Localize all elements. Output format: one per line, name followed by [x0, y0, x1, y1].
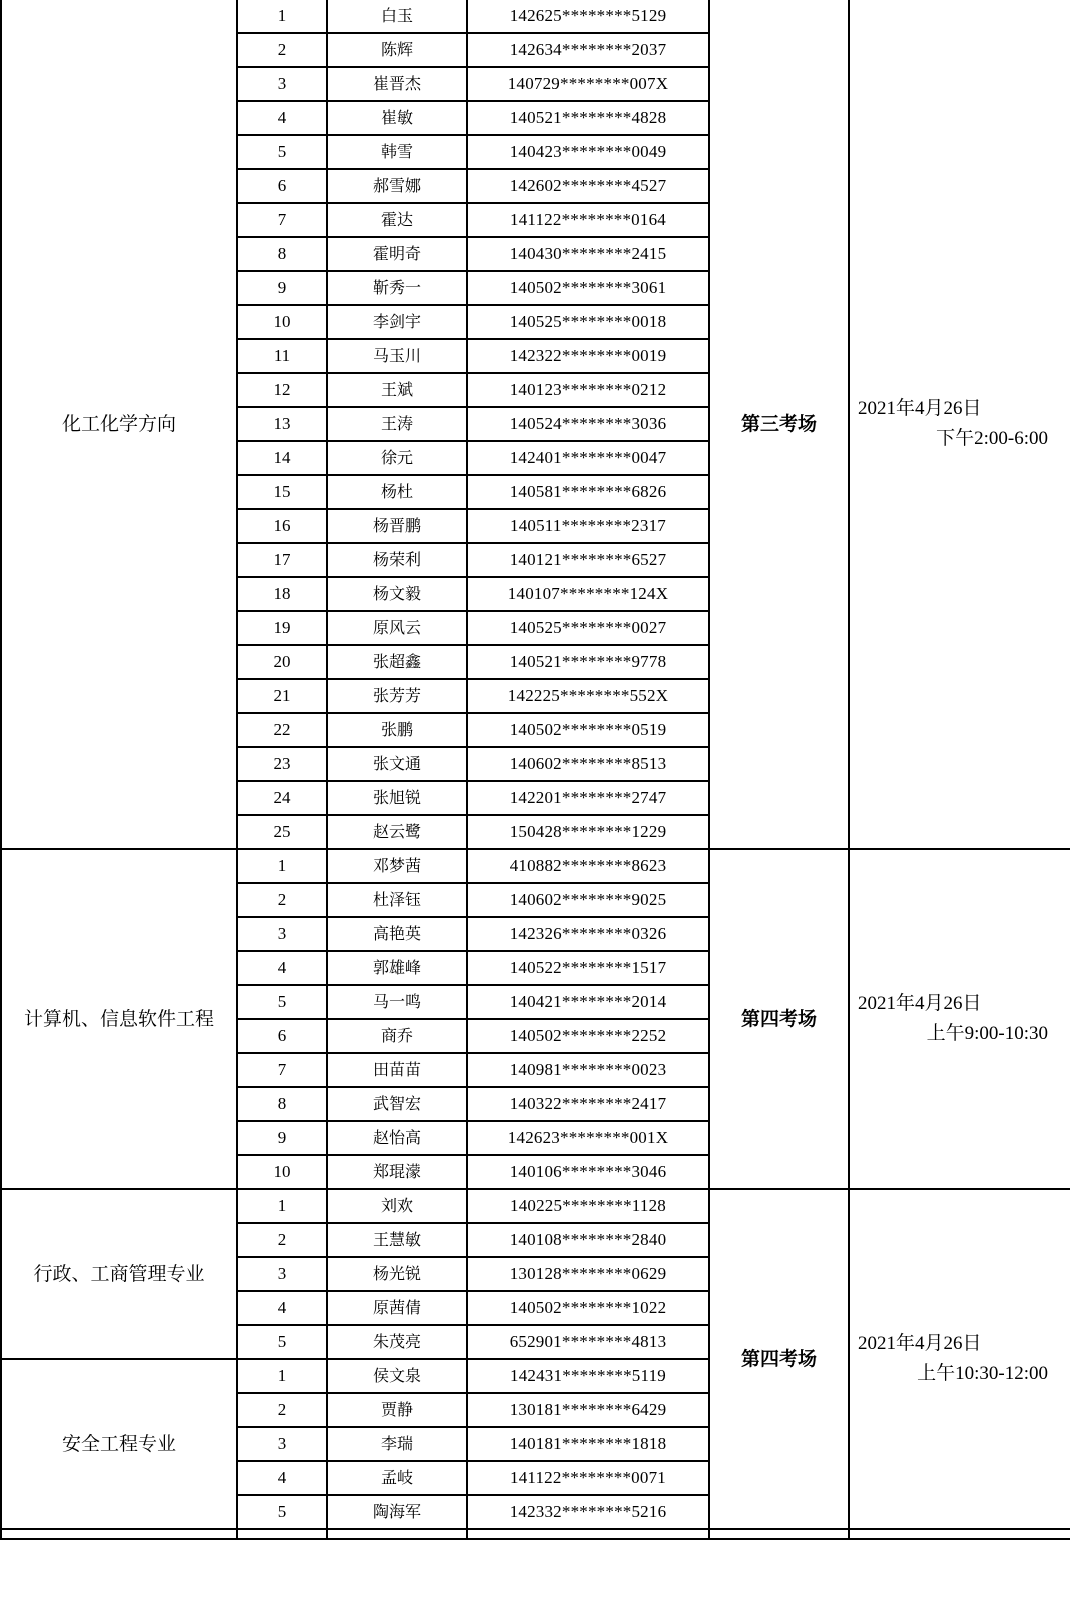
name-cell: 王慧敏: [327, 1223, 467, 1257]
id-number-cell: 140729********007X: [467, 67, 709, 101]
table-row: [1, 1189, 1070, 1223]
id-number-cell: 140123********0212: [467, 373, 709, 407]
major-cell: 行政、工商管理专业: [1, 1189, 237, 1359]
seq-number-cell: 5: [237, 1325, 327, 1359]
name-cell: 张超鑫: [327, 645, 467, 679]
seq-number-cell: 5: [237, 985, 327, 1019]
empty-cell: [709, 1529, 849, 1539]
name-cell: 韩雪: [327, 135, 467, 169]
id-number-cell: 140430********2415: [467, 237, 709, 271]
seq-number-cell: 8: [237, 1087, 327, 1121]
seq-number-cell: 10: [237, 305, 327, 339]
name-cell: 高艳英: [327, 917, 467, 951]
seq-number-cell: 3: [237, 1427, 327, 1461]
seq-number-cell: 4: [237, 951, 327, 985]
exam-time: 上午9:00-10:30: [926, 1023, 1048, 1044]
name-cell: 陶海军: [327, 1495, 467, 1529]
name-cell: 霍明奇: [327, 237, 467, 271]
id-number-cell: 410882********8623: [467, 849, 709, 883]
empty-cell: [467, 1529, 709, 1539]
seq-number-cell: 13: [237, 407, 327, 441]
id-number-cell: 140421********2014: [467, 985, 709, 1019]
name-cell: 郑琨濛: [327, 1155, 467, 1189]
exam-date: 2021年4月26日: [858, 398, 982, 419]
id-number-cell: 140981********0023: [467, 1053, 709, 1087]
id-number-cell: 140502********3061: [467, 271, 709, 305]
seq-number-cell: 8: [237, 237, 327, 271]
seq-number-cell: 4: [237, 1291, 327, 1325]
name-cell: 王斌: [327, 373, 467, 407]
name-cell: 侯文泉: [327, 1359, 467, 1393]
name-cell: 杨晋鹏: [327, 509, 467, 543]
id-number-cell: 140225********1128: [467, 1189, 709, 1223]
seq-number-cell: 3: [237, 917, 327, 951]
name-cell: 田苗苗: [327, 1053, 467, 1087]
name-cell: 杜泽钰: [327, 883, 467, 917]
name-cell: 商乔: [327, 1019, 467, 1053]
exam-date: 2021年4月26日: [858, 1333, 982, 1354]
table-row: [1, 0, 1070, 33]
id-number-cell: 142623********001X: [467, 1121, 709, 1155]
name-cell: 邓梦茜: [327, 849, 467, 883]
id-number-cell: 130181********6429: [467, 1393, 709, 1427]
seq-number-cell: 7: [237, 1053, 327, 1087]
seq-number-cell: 2: [237, 1393, 327, 1427]
name-cell: 张文通: [327, 747, 467, 781]
name-cell: 原风云: [327, 611, 467, 645]
id-number-cell: 142602********4527: [467, 169, 709, 203]
id-number-cell: 140181********1818: [467, 1427, 709, 1461]
name-cell: 原茜倩: [327, 1291, 467, 1325]
seq-number-cell: 2: [237, 33, 327, 67]
name-cell: 王涛: [327, 407, 467, 441]
name-cell: 杨光锐: [327, 1257, 467, 1291]
seq-number-cell: 9: [237, 1121, 327, 1155]
seq-number-cell: 6: [237, 1019, 327, 1053]
name-cell: 马一鸣: [327, 985, 467, 1019]
id-number-cell: 140525********0018: [467, 305, 709, 339]
name-cell: 崔晋杰: [327, 67, 467, 101]
seq-number-cell: 19: [237, 611, 327, 645]
id-number-cell: 140522********1517: [467, 951, 709, 985]
seq-number-cell: 23: [237, 747, 327, 781]
table-row: [1, 849, 1070, 883]
empty-cell: [849, 1529, 1070, 1539]
id-number-cell: 142401********0047: [467, 441, 709, 475]
id-number-cell: 140524********3036: [467, 407, 709, 441]
name-cell: 李瑞: [327, 1427, 467, 1461]
id-number-cell: 130128********0629: [467, 1257, 709, 1291]
seq-number-cell: 12: [237, 373, 327, 407]
seq-number-cell: 1: [237, 1359, 327, 1393]
id-number-cell: 142431********5119: [467, 1359, 709, 1393]
exam-time: 上午10:30-12:00: [917, 1363, 1048, 1384]
exam-time-cell: [849, 0, 1070, 849]
seq-number-cell: 5: [237, 135, 327, 169]
seq-number-cell: 5: [237, 1495, 327, 1529]
major-cell: 化工化学方向: [1, 0, 237, 849]
name-cell: 李剑宇: [327, 305, 467, 339]
exam-time: 下午2:00-6:00: [936, 428, 1048, 449]
name-cell: 徐元: [327, 441, 467, 475]
seq-number-cell: 2: [237, 883, 327, 917]
id-number-cell: 141122********0071: [467, 1461, 709, 1495]
name-cell: 张旭锐: [327, 781, 467, 815]
exam-time-cell: [849, 1189, 1070, 1529]
seq-number-cell: 14: [237, 441, 327, 475]
id-number-cell: 140581********6826: [467, 475, 709, 509]
name-cell: 白玉: [327, 0, 467, 33]
id-number-cell: 140322********2417: [467, 1087, 709, 1121]
name-cell: 杨杜: [327, 475, 467, 509]
id-number-cell: 140511********2317: [467, 509, 709, 543]
seq-number-cell: 6: [237, 169, 327, 203]
id-number-cell: 140502********0519: [467, 713, 709, 747]
name-cell: 霍达: [327, 203, 467, 237]
major-cell: 计算机、信息软件工程: [1, 849, 237, 1189]
seq-number-cell: 11: [237, 339, 327, 373]
id-number-cell: 142225********552X: [467, 679, 709, 713]
name-cell: 杨文毅: [327, 577, 467, 611]
exam-room-cell: 第四考场: [709, 849, 849, 1189]
seq-number-cell: 1: [237, 849, 327, 883]
seq-number-cell: 2: [237, 1223, 327, 1257]
empty-cell: [237, 1529, 327, 1539]
name-cell: 孟岐: [327, 1461, 467, 1495]
id-number-cell: 140423********0049: [467, 135, 709, 169]
id-number-cell: 652901********4813: [467, 1325, 709, 1359]
seq-number-cell: 22: [237, 713, 327, 747]
seq-number-cell: 25: [237, 815, 327, 849]
seq-number-cell: 15: [237, 475, 327, 509]
id-number-cell: 140602********9025: [467, 883, 709, 917]
major-cell: 安全工程专业: [1, 1359, 237, 1529]
exam-room-cell: 第三考场: [709, 0, 849, 849]
id-number-cell: 142625********5129: [467, 0, 709, 33]
id-number-cell: 140121********6527: [467, 543, 709, 577]
seq-number-cell: 24: [237, 781, 327, 815]
id-number-cell: 140602********8513: [467, 747, 709, 781]
seq-number-cell: 1: [237, 1189, 327, 1223]
seq-number-cell: 16: [237, 509, 327, 543]
id-number-cell: 140502********1022: [467, 1291, 709, 1325]
seq-number-cell: 10: [237, 1155, 327, 1189]
exam-date: 2021年4月26日: [858, 993, 982, 1014]
name-cell: 刘欢: [327, 1189, 467, 1223]
id-number-cell: 142634********2037: [467, 33, 709, 67]
seq-number-cell: 3: [237, 1257, 327, 1291]
name-cell: 赵云鹭: [327, 815, 467, 849]
name-cell: 张芳芳: [327, 679, 467, 713]
name-cell: 靳秀一: [327, 271, 467, 305]
name-cell: 武智宏: [327, 1087, 467, 1121]
id-number-cell: 140108********2840: [467, 1223, 709, 1257]
seq-number-cell: 3: [237, 67, 327, 101]
id-number-cell: 140502********2252: [467, 1019, 709, 1053]
seq-number-cell: 4: [237, 1461, 327, 1495]
name-cell: 张鹏: [327, 713, 467, 747]
name-cell: 郭雄峰: [327, 951, 467, 985]
id-number-cell: 142322********0019: [467, 339, 709, 373]
id-number-cell: 140106********3046: [467, 1155, 709, 1189]
id-number-cell: 141122********0164: [467, 203, 709, 237]
name-cell: 郝雪娜: [327, 169, 467, 203]
seq-number-cell: 18: [237, 577, 327, 611]
id-number-cell: 150428********1229: [467, 815, 709, 849]
name-cell: 崔敏: [327, 101, 467, 135]
name-cell: 贾静: [327, 1393, 467, 1427]
id-number-cell: 140521********4828: [467, 101, 709, 135]
table-row-cropped: [1, 1529, 1070, 1539]
seq-number-cell: 17: [237, 543, 327, 577]
empty-cell: [1, 1529, 237, 1539]
id-number-cell: 142326********0326: [467, 917, 709, 951]
id-number-cell: 140107********124X: [467, 577, 709, 611]
seq-number-cell: 4: [237, 101, 327, 135]
name-cell: 陈辉: [327, 33, 467, 67]
name-cell: 赵怡高: [327, 1121, 467, 1155]
name-cell: 朱茂亮: [327, 1325, 467, 1359]
id-number-cell: 142201********2747: [467, 781, 709, 815]
name-cell: 马玉川: [327, 339, 467, 373]
seq-number-cell: 1: [237, 0, 327, 33]
name-cell: 杨荣利: [327, 543, 467, 577]
id-number-cell: 142332********5216: [467, 1495, 709, 1529]
seq-number-cell: 21: [237, 679, 327, 713]
seq-number-cell: 7: [237, 203, 327, 237]
exam-time-cell: [849, 849, 1070, 1189]
id-number-cell: 140521********9778: [467, 645, 709, 679]
id-number-cell: 140525********0027: [467, 611, 709, 645]
exam-room-cell: 第四考场: [709, 1189, 849, 1529]
roster-body: [1, 0, 1070, 1539]
seq-number-cell: 20: [237, 645, 327, 679]
seq-number-cell: 9: [237, 271, 327, 305]
empty-cell: [327, 1529, 467, 1539]
